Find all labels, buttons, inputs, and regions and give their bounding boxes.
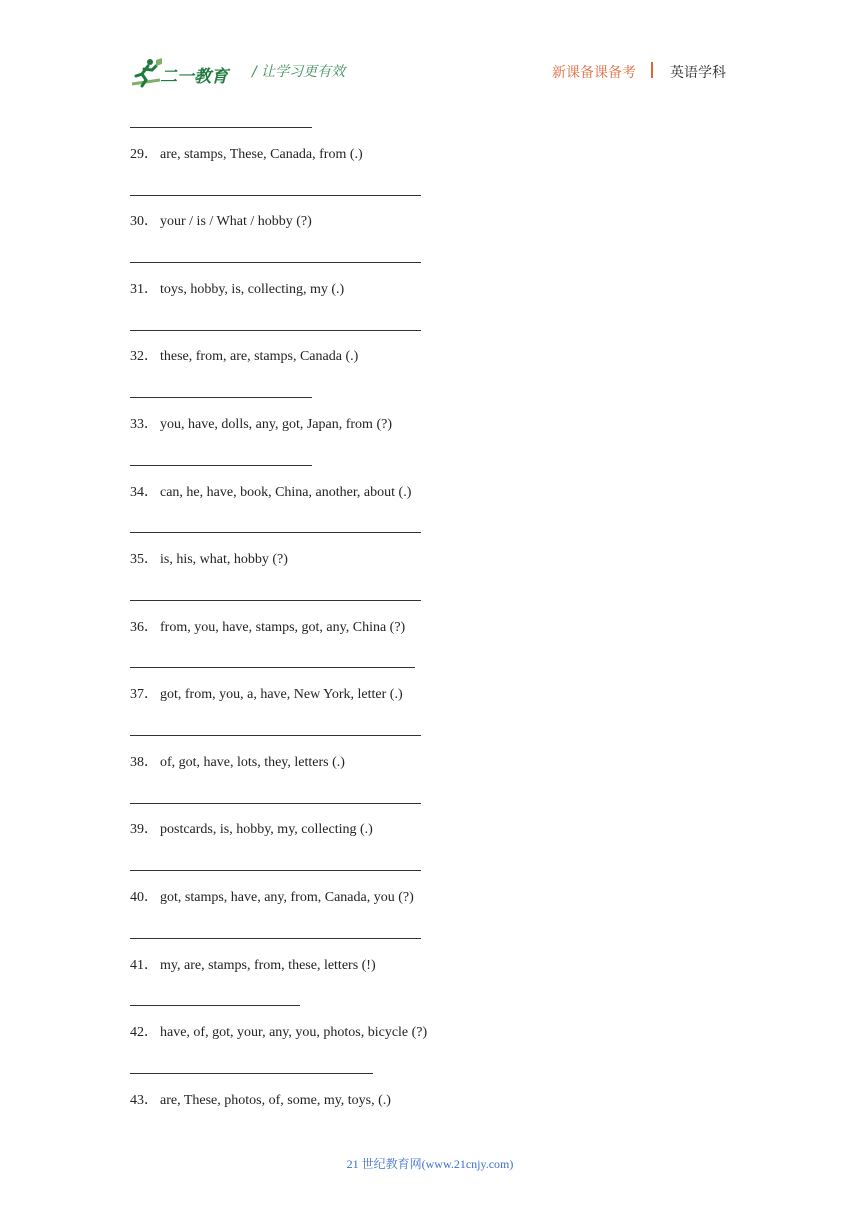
question-item bbox=[130, 552, 288, 568]
question-number: 42． bbox=[130, 1025, 158, 1040]
answer-line[interactable] bbox=[130, 1073, 373, 1074]
question-number: 29． bbox=[130, 147, 158, 162]
question-text: my, are, stamps, from, these, letters (!) bbox=[160, 958, 376, 973]
question-text: are, These, photos, of, some, my, toys, (.) bbox=[160, 1093, 391, 1108]
page-footer: 21 世纪教育网(www.21cnjy.com) bbox=[346, 1157, 514, 1171]
question-number: 43． bbox=[130, 1093, 158, 1108]
answer-line[interactable] bbox=[130, 330, 421, 331]
answer-line bbox=[130, 127, 312, 128]
question-item bbox=[130, 620, 405, 636]
question-text: you, have, dolls, any, got, Japan, from (?) bbox=[160, 417, 392, 432]
question-item bbox=[130, 755, 345, 771]
question-item bbox=[130, 687, 403, 703]
header-tag-course: 新课备课备考 bbox=[552, 65, 636, 81]
question-text: postcards, is, hobby, my, collecting (.) bbox=[160, 822, 373, 837]
answer-line[interactable] bbox=[130, 667, 415, 668]
question-number: 38． bbox=[130, 755, 158, 770]
question-text: can, he, have, book, China, another, about (.) bbox=[160, 485, 412, 500]
question-number: 41． bbox=[130, 958, 158, 973]
answer-line[interactable] bbox=[130, 1005, 300, 1006]
question-text: of, got, have, lots, they, letters (.) bbox=[160, 755, 345, 770]
answer-line[interactable] bbox=[130, 262, 421, 263]
page-header bbox=[130, 56, 726, 92]
question-text: these, from, are, stamps, Canada (.) bbox=[160, 349, 359, 364]
question-number: 36． bbox=[130, 620, 158, 635]
question-number: 31． bbox=[130, 282, 158, 297]
question-text: is, his, what, hobby (?) bbox=[160, 552, 288, 567]
question-item bbox=[130, 958, 376, 974]
question-item bbox=[130, 1025, 427, 1041]
answer-line[interactable] bbox=[130, 397, 312, 398]
runner-logo-icon bbox=[130, 56, 164, 90]
question-number: 33． bbox=[130, 417, 158, 432]
answer-line[interactable] bbox=[130, 600, 421, 601]
question-text: have, of, got, your, any, you, photos, bicycle (?) bbox=[160, 1025, 428, 1040]
question-number: 40． bbox=[130, 890, 158, 905]
question-text: got, from, you, a, have, New York, letter (.) bbox=[160, 687, 403, 702]
answer-line[interactable] bbox=[130, 938, 421, 939]
question-item bbox=[130, 349, 358, 365]
question-number: 39． bbox=[130, 822, 158, 837]
question-text: your / is / What / hobby (?) bbox=[160, 214, 312, 229]
answer-line[interactable] bbox=[130, 870, 421, 871]
question-item bbox=[130, 485, 411, 501]
question-item bbox=[130, 214, 312, 230]
header-divider bbox=[651, 62, 653, 78]
question-item bbox=[130, 1093, 391, 1109]
answer-line[interactable] bbox=[130, 465, 312, 466]
question-item bbox=[130, 822, 373, 838]
question-item bbox=[130, 890, 414, 906]
answer-line[interactable] bbox=[130, 735, 421, 736]
answer-line[interactable] bbox=[130, 195, 421, 196]
question-number: 30． bbox=[130, 214, 158, 229]
question-number: 35． bbox=[130, 552, 158, 567]
question-text: toys, hobby, is, collecting, my (.) bbox=[160, 282, 345, 297]
logo-text: 二一教育 bbox=[160, 67, 228, 87]
question-number: 34． bbox=[130, 485, 158, 500]
question-text: got, stamps, have, any, from, Canada, you (?) bbox=[160, 890, 414, 905]
logo bbox=[130, 56, 242, 90]
question-text: are, stamps, These, Canada, from (.) bbox=[160, 147, 363, 162]
answer-line[interactable] bbox=[130, 532, 421, 533]
slogan: / 让学习更有效 bbox=[252, 64, 346, 80]
question-item bbox=[130, 417, 392, 433]
answer-line[interactable] bbox=[130, 803, 421, 804]
question-number: 37． bbox=[130, 687, 158, 702]
header-tag-subject: 英语学科 bbox=[670, 65, 726, 81]
question-text: from, you, have, stamps, got, any, China (?) bbox=[160, 620, 406, 635]
question-number: 32． bbox=[130, 349, 158, 364]
question-item bbox=[130, 282, 344, 298]
question-item bbox=[130, 147, 363, 163]
